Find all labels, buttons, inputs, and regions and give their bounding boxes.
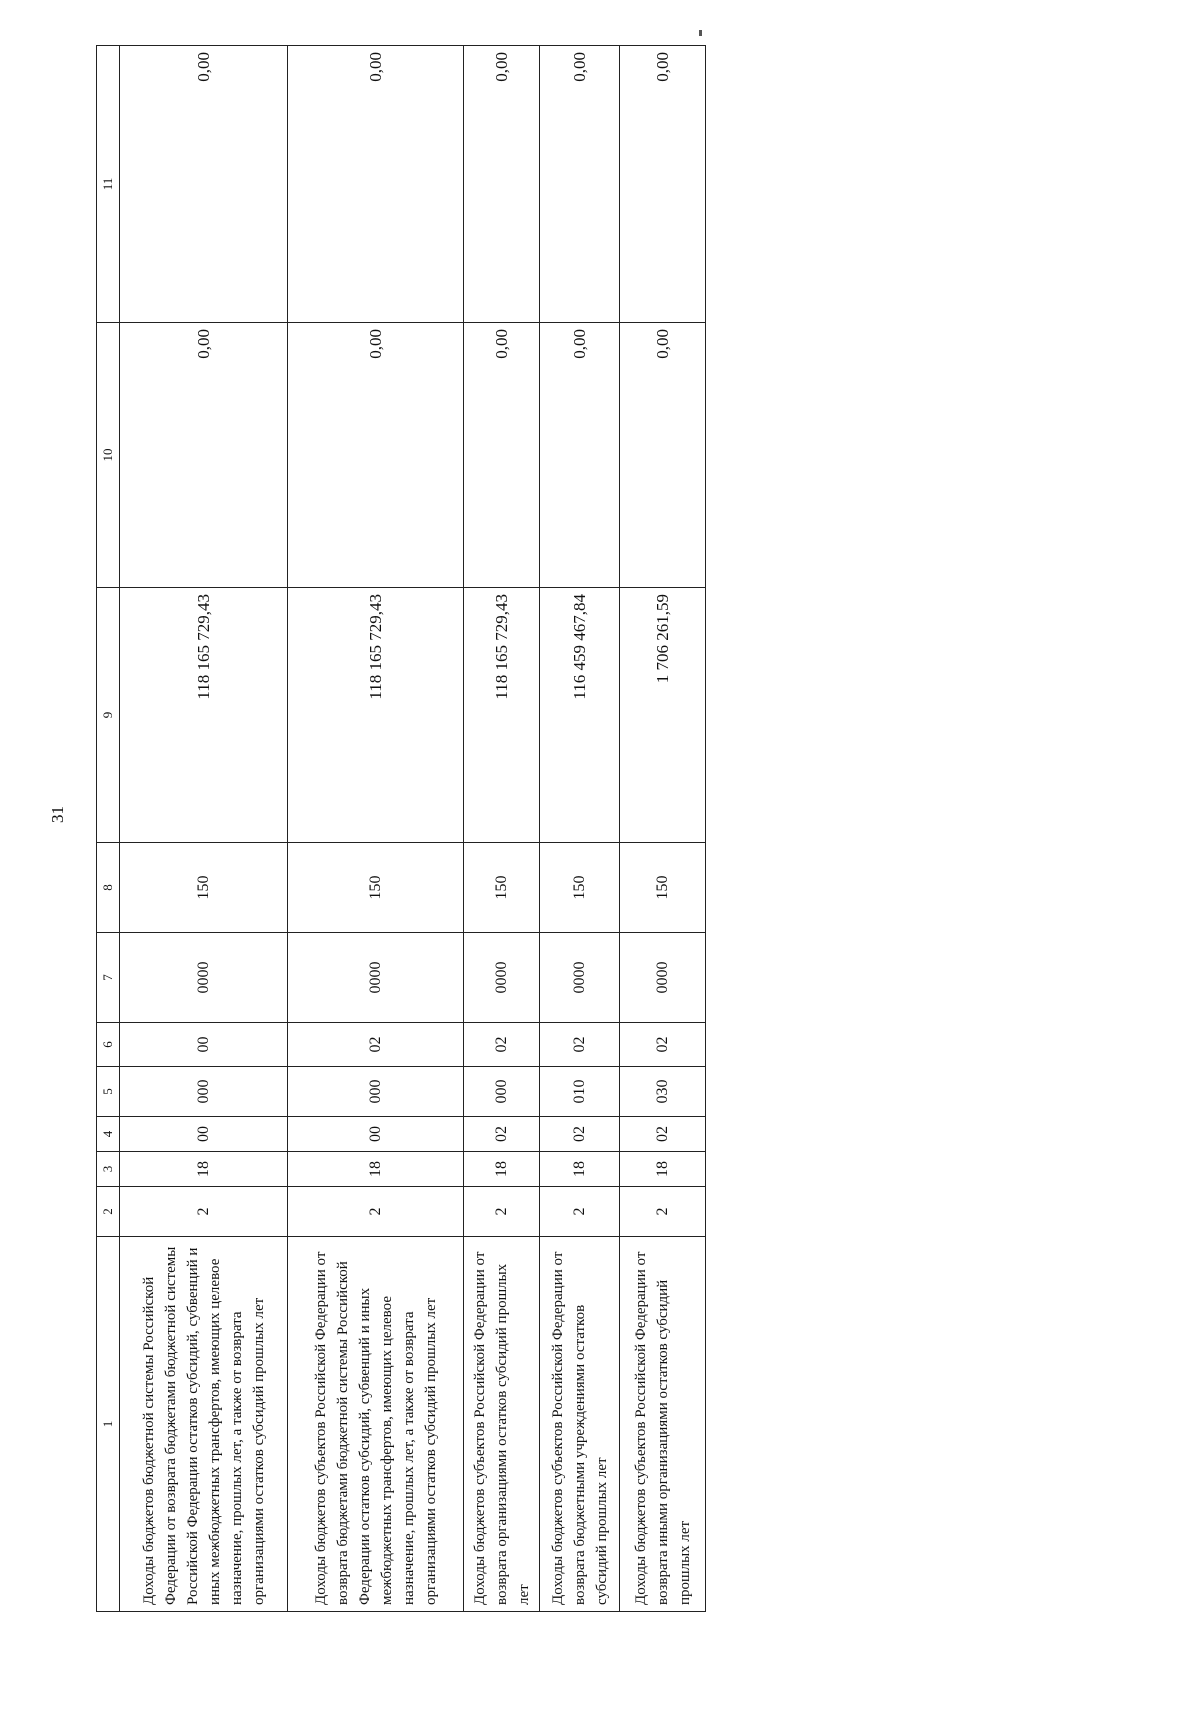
code-element: 02: [620, 1023, 706, 1067]
value-col10: 0,00: [120, 323, 288, 588]
budget-table: [96, 45, 706, 1612]
table-row: [540, 46, 620, 1612]
code-element: 02: [288, 1023, 464, 1067]
code-economic: 150: [288, 843, 464, 933]
column-number: 8: [97, 843, 120, 933]
code-subarticle: 030: [620, 1067, 706, 1117]
code-program: 0000: [620, 933, 706, 1023]
code-subarticle: 010: [540, 1067, 620, 1117]
value-col11: 0,00: [464, 46, 540, 323]
code-article: 02: [620, 1117, 706, 1152]
value-col11: 0,00: [620, 46, 706, 323]
code-economic: 150: [540, 843, 620, 933]
code-article: 00: [120, 1117, 288, 1152]
code-subgroup: 18: [120, 1152, 288, 1187]
rotated-page: [96, 46, 730, 1612]
code-group: 2: [288, 1187, 464, 1237]
row-description: Доходы бюджетов субъектов Российской Федерации от возврата бюджетами бюджетной системы Российской Федерации остатков субсидий, субвенций и иных межбюджетных трансфертов, имеющих целевое назначение, прошлых лет, а также от возврата организациями остатков субсидий прошлых лет: [288, 1237, 464, 1612]
row-description: Доходы бюджетов бюджетной системы Российской Федерации от возврата бюджетами бюджетной системы Российской Федерации остатков субсидий, субвенций и иных межбюджетных трансфертов, имеющих целевое назначение, прошлых лет, а также от возврата организациями остатков субсидий прошлых лет: [120, 1237, 288, 1612]
amount-cell: 118 165 729,43: [464, 588, 540, 843]
column-number: 1: [97, 1237, 120, 1612]
column-number: 4: [97, 1117, 120, 1152]
code-element: 02: [540, 1023, 620, 1067]
code-article: 00: [288, 1117, 464, 1152]
code-element: 00: [120, 1023, 288, 1067]
amount-cell: 118 165 729,43: [288, 588, 464, 843]
code-subgroup: 18: [620, 1152, 706, 1187]
code-program: 0000: [288, 933, 464, 1023]
value-col10: 0,00: [288, 323, 464, 588]
code-subgroup: 18: [540, 1152, 620, 1187]
row-description: Доходы бюджетов субъектов Российской Федерации от возврата иными организациями остатков субсидий прошлых лет: [620, 1237, 706, 1612]
value-col10: 0,00: [620, 323, 706, 588]
code-economic: 150: [464, 843, 540, 933]
code-economic: 150: [620, 843, 706, 933]
code-program: 0000: [120, 933, 288, 1023]
value-col11: 0,00: [120, 46, 288, 323]
amount-cell: 118 165 729,43: [120, 588, 288, 843]
value-col11: 0,00: [540, 46, 620, 323]
row-description: Доходы бюджетов субъектов Российской Федерации от возврата бюджетными учреждениями остатков субсидий прошлых лет: [540, 1237, 620, 1612]
code-group: 2: [540, 1187, 620, 1237]
amount-cell: 116 459 467,84: [540, 588, 620, 843]
code-program: 0000: [464, 933, 540, 1023]
column-number: 11: [97, 46, 120, 323]
code-element: 02: [464, 1023, 540, 1067]
column-number: 10: [97, 323, 120, 588]
row-description: Доходы бюджетов субъектов Российской Федерации от возврата организациями остатков субсидий прошлых лет: [464, 1237, 540, 1612]
code-article: 02: [464, 1117, 540, 1152]
column-number: 3: [97, 1152, 120, 1187]
amount-cell: 1 706 261,59: [620, 588, 706, 843]
column-number: 7: [97, 933, 120, 1023]
code-subarticle: 000: [120, 1067, 288, 1117]
code-subgroup: 18: [464, 1152, 540, 1187]
code-group: 2: [620, 1187, 706, 1237]
table-row: [620, 46, 706, 1612]
table-row: [288, 46, 464, 1612]
code-group: 2: [464, 1187, 540, 1237]
code-program: 0000: [540, 933, 620, 1023]
value-col11: 0,00: [288, 46, 464, 323]
code-subgroup: 18: [288, 1152, 464, 1187]
closing-quote-mark: [699, 30, 702, 36]
column-number: 9: [97, 588, 120, 843]
column-number: 6: [97, 1023, 120, 1067]
value-col10: 0,00: [464, 323, 540, 588]
page-number: 31: [48, 806, 67, 823]
column-number: 2: [97, 1187, 120, 1237]
table-row: [464, 46, 540, 1612]
column-number: 5: [97, 1067, 120, 1117]
column-number-row: [97, 46, 120, 1612]
table-row: [120, 46, 288, 1612]
code-economic: 150: [120, 843, 288, 933]
code-subarticle: 000: [464, 1067, 540, 1117]
value-col10: 0,00: [540, 323, 620, 588]
code-article: 02: [540, 1117, 620, 1152]
code-subarticle: 000: [288, 1067, 464, 1117]
code-group: 2: [120, 1187, 288, 1237]
